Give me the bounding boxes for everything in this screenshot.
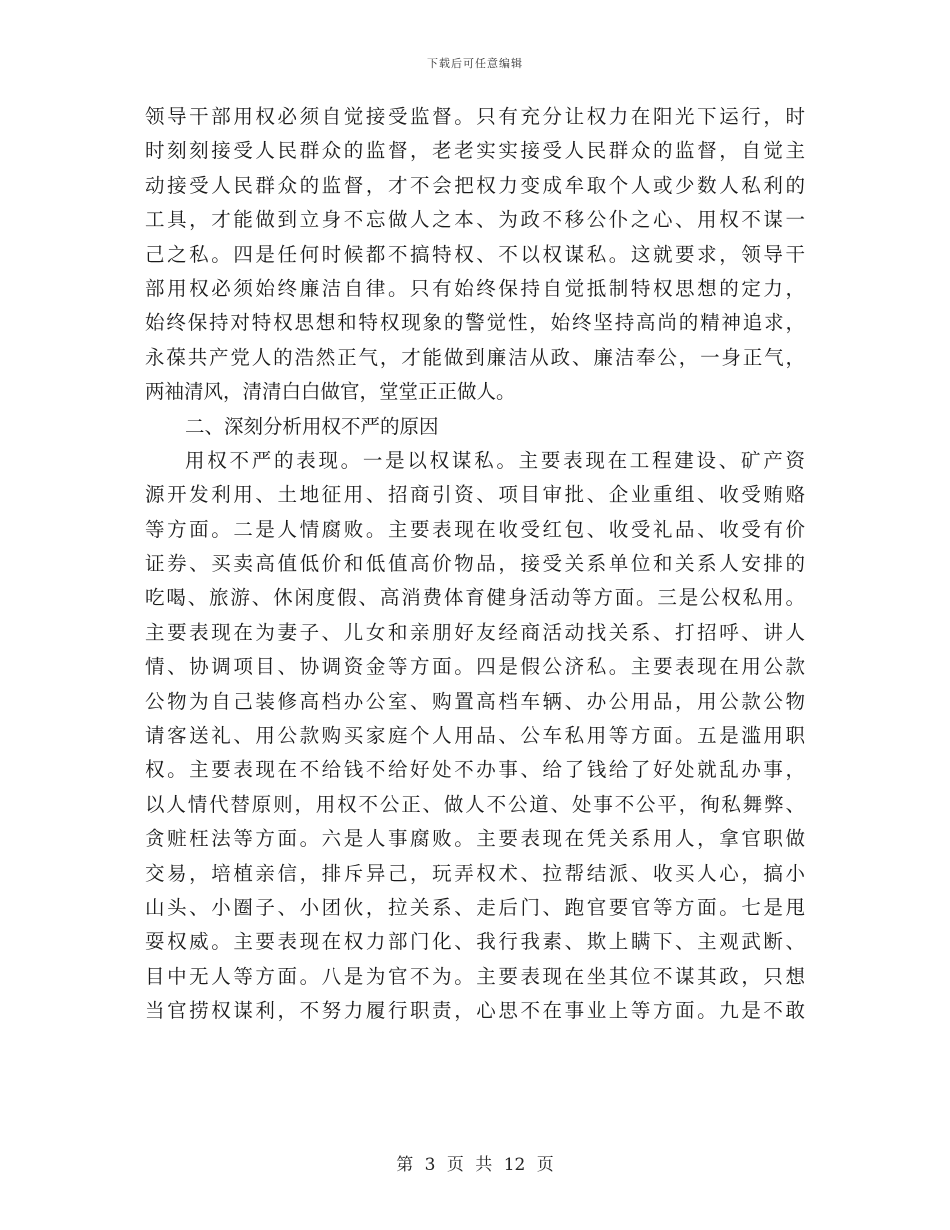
text-line: 等方面。二是人情腐败。主要表现在收受红包、收受礼品、收受有价 <box>145 517 805 541</box>
text-line: 时刻刻接受人民群众的监督，老老实实接受人民群众的监督，自觉主 <box>145 139 805 163</box>
text-line: 目中无人等方面。八是为官不为。主要表现在坐其位不谋其政，只想 <box>145 964 805 988</box>
text-line: 耍权威。主要表现在权力部门化、我行我素、欺上瞒下、主观武断、 <box>145 930 805 954</box>
text-line: 以人情代替原则，用权不公正、做人不公道、处事不公平，徇私舞弊、 <box>145 792 805 816</box>
text-line: 权。主要表现在不给钱不给好处不办事、给了钱给了好处就乱办事， <box>145 758 805 782</box>
text-line: 贪赃枉法等方面。六是人事腐败。主要表现在凭关系用人，拿官职做 <box>145 827 805 851</box>
text-line: 公物为自己装修高档办公室、购置高档车辆、办公用品，用公款公物 <box>145 689 805 713</box>
document-body <box>145 100 805 1029</box>
text-line: 交易，培植亲信，排斥异己，玩弄权术、拉帮结派、收买人心，搞小 <box>145 861 805 885</box>
text-line: 永葆共产党人的浩然正气，才能做到廉洁从政、廉洁奉公，一身正气， <box>145 345 805 369</box>
text-line: 两袖清风，清清白白做官，堂堂正正做人。 <box>145 380 516 404</box>
text-line: 己之私。四是任何时候都不搞特权、不以权谋私。这就要求，领导干 <box>145 242 805 266</box>
section-heading: 二、深刻分析用权不严的原因 <box>185 414 439 438</box>
text-line: 用权不严的表现。一是以权谋私。主要表现在工程建设、矿产资 <box>185 448 805 472</box>
text-line: 主要表现在为妻子、儿女和亲朋好友经商活动找关系、打招呼、讲人 <box>145 620 805 644</box>
text-line: 始终保持对特权思想和特权现象的警觉性，始终坚持高尚的精神追求， <box>145 311 805 335</box>
text-line: 领导干部用权必须自觉接受监督。只有充分让权力在阳光下运行，时 <box>145 105 805 128</box>
text-line: 工具，才能做到立身不忘做人之本、为政不移公仆之心、用权不谋一 <box>145 208 805 232</box>
text-line: 情、协调项目、协调资金等方面。四是假公济私。主要表现在用公款 <box>145 655 805 679</box>
text-line: 吃喝、旅游、休闲度假、高消费体育健身活动等方面。三是公权私用。 <box>145 586 805 610</box>
text-line: 请客送礼、用公款购买家庭个人用品、公车私用等方面。五是滥用职 <box>145 724 805 748</box>
text-line: 当官捞权谋利，不努力履行职责，心思不在事业上等方面。九是不敢 <box>145 999 805 1023</box>
page-number: 第 3 页 共 12 页 <box>396 1155 554 1175</box>
text-line: 部用权必须始终廉洁自律。只有始终保持自觉抵制特权思想的定力， <box>145 276 805 300</box>
text-line: 动接受人民群众的监督，才不会把权力变成牟取个人或少数人私利的 <box>145 173 805 197</box>
text-line: 源开发利用、土地征用、招商引资、项目审批、企业重组、收受贿赂 <box>145 483 805 507</box>
text-line: 证券、买卖高值低价和低值高价物品，接受关系单位和关系人安排的 <box>145 552 805 576</box>
text-line: 山头、小圈子、小团伙，拉关系、走后门、跑官要官等方面。七是甩 <box>145 895 805 919</box>
page-header: 下载后可任意编辑 <box>427 57 523 70</box>
